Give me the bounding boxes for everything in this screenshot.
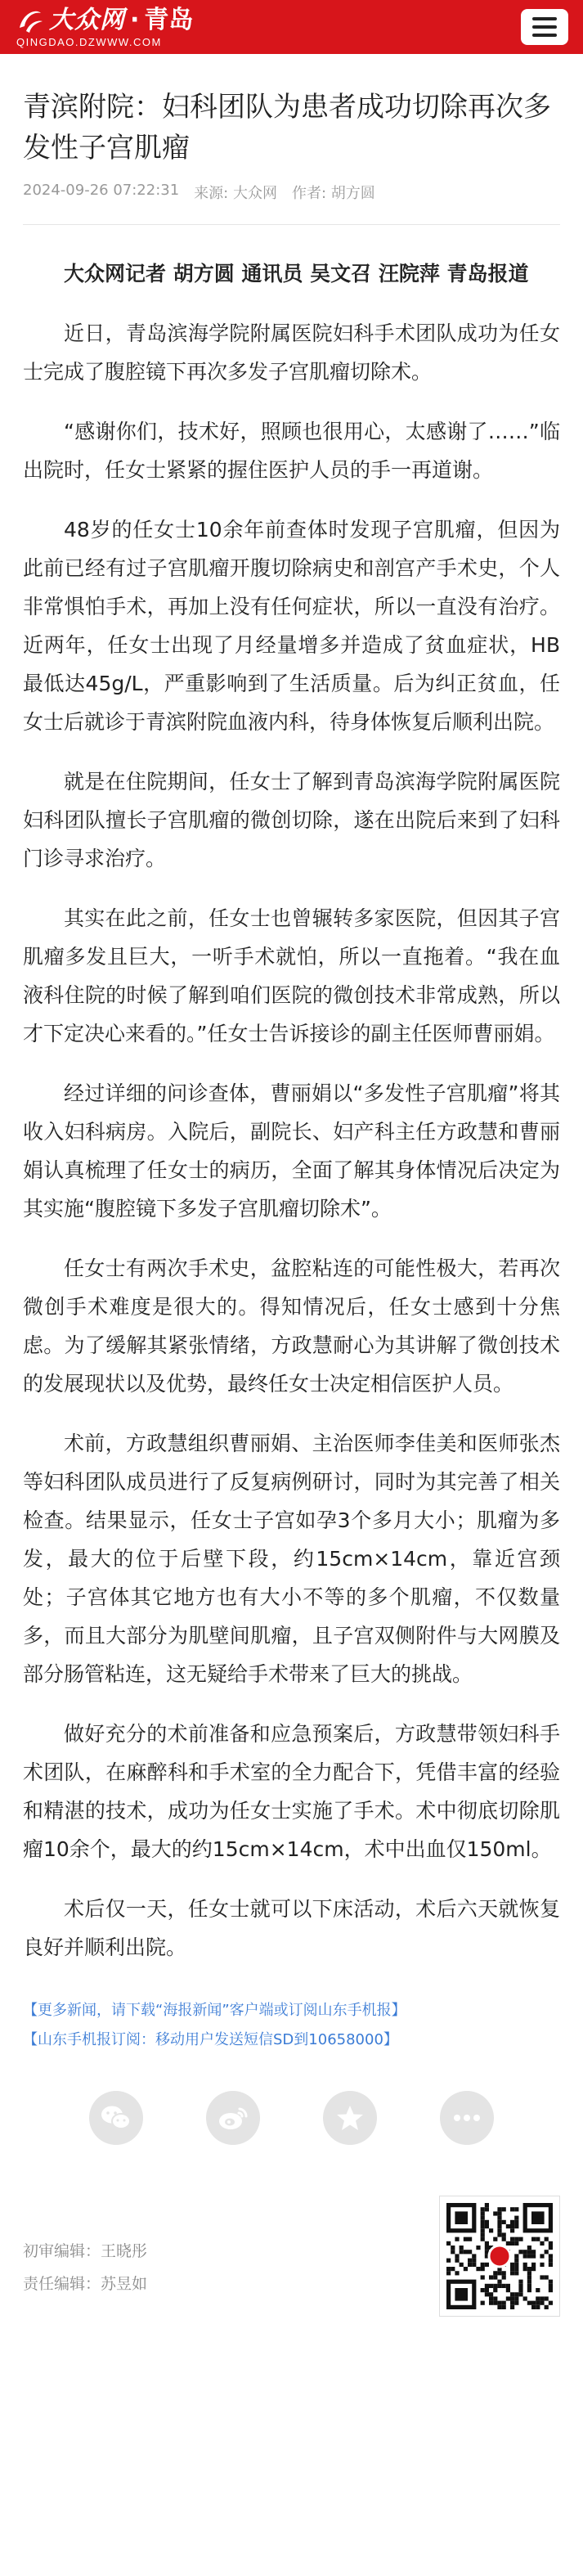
top-bar bbox=[0, 0, 583, 54]
paragraph: 做好充分的术前准备和应急预案后，方政慧带领妇科手术团队，在麻醉科和手术室的全力配合下，凭借丰富的经验和精湛的技术，成功为任女士实施了手术。术中彻底切除肌瘤10余个，最大的约15cm×14cm，术中出血仅150ml。 bbox=[23, 1722, 560, 1861]
sms-subscribe-link[interactable]: 【山东手机报订阅：移动用户发送短信SD到10658000】 bbox=[23, 2031, 398, 2048]
article-meta bbox=[23, 182, 560, 203]
article-body bbox=[0, 225, 583, 1967]
more-icon[interactable] bbox=[440, 2091, 494, 2145]
paragraph: 其实在此之前，任女士也曾辗转多家医院，但因其子宫肌瘤多发且巨大，一听手术就怕，所以一直拖着。“我在血液科住院的时候了解到咱们医院的微创技术非常成熟，所以才下定决心来看的。”任女士告诉接诊的副主任医师曹丽娟。 bbox=[23, 906, 560, 1045]
share-bar bbox=[0, 2055, 583, 2145]
article-title: 青滨附院：妇科团队为患者成功切除再次多发性子宫肌瘤 bbox=[23, 91, 551, 164]
paragraph: 48岁的任女士10余年前查体时发现子宫肌瘤，但因为此前已经有过子宫肌瘤开腹切除病史和剖宫产手术史，个人非常惧怕手术，再加上没有任何症状，所以一直没有治疗。近两年，任女士出现了月经量增多并造成了贫血症状，HB最低达45g/L，严重影响到了生活质量。后为纠正贫血，任女士后就诊于青滨附院血液内科，待身体恢复后顺利出院。 bbox=[23, 518, 560, 734]
article-header bbox=[0, 54, 583, 225]
hamburger-icon bbox=[532, 17, 557, 20]
site-logo[interactable] bbox=[16, 7, 193, 48]
promo-links bbox=[0, 1988, 583, 2055]
menu-button[interactable] bbox=[521, 9, 568, 45]
paragraph: 近日，青岛滨海学院附属医院妇科手术团队成功为任女士完成了腹腔镜下再次多发子宫肌瘤切除术。 bbox=[23, 321, 560, 384]
logo-domain: QINGDAO.DZWWW.COM bbox=[16, 35, 162, 48]
paragraph: 术前，方政慧组织曹丽娟、主治医师李佳美和医师张杰等妇科团队成员进行了反复病例研讨，同时为其完善了相关检查。结果显示，任女士子宫如孕3个多月大小；肌瘤为多发，最大的位于后壁下段，约15cm×14cm，靠近宫颈处；子宫体其它地方也有大小不等的多个肌瘤，不仅数量多，而且大部分为肌壁间肌瘤，且子宫双侧附件与大网膜及部分肠管粘连，这无疑给手术带来了巨大的挑战。 bbox=[23, 1432, 560, 1686]
paragraph: 任女士有两次手术史，盆腔粘连的可能性极大，若再次微创手术难度是很大的。得知情况后，任女士感到十分焦虑。为了缓解其紧张情绪，方政慧耐心为其讲解了微创技术的发展现状以及优势，最终任女士决定相信医护人员。 bbox=[23, 1257, 560, 1396]
paragraph: 经过详细的问诊查体，曹丽娟以“多发性子宫肌瘤”将其收入妇科病房。入院后，副院长、妇产科主任方政慧和曹丽娟认真梳理了任女士的病历，全面了解其身体情况后决定为其实施“腹腔镜下多发子宫肌瘤切除术”。 bbox=[23, 1081, 560, 1221]
logo-title: 大众网 bbox=[49, 5, 125, 34]
article-source: 来源: 大众网 bbox=[194, 185, 277, 202]
paragraph: “感谢你们，技术好，照顾也很用心，太感谢了……”临出院时，任女士紧紧的握住医护人员的手一再道谢。 bbox=[23, 420, 560, 482]
app-download-link[interactable]: 【更多新闻，请下载“海报新闻”客户端或订阅山东手机报】 bbox=[23, 2002, 406, 2019]
article-byline: 大众网记者 胡方圆 通讯员 吴文召 汪院萍 青岛报道 bbox=[64, 262, 529, 285]
paragraph: 就是在住院期间，任女士了解到青岛滨海学院附属医院妇科团队擅长子宫肌瘤的微创切除，遂在出院后来到了妇科门诊寻求治疗。 bbox=[23, 770, 560, 870]
qr-code bbox=[439, 2196, 560, 2317]
weibo-icon[interactable] bbox=[206, 2091, 260, 2145]
article-author: 作者: 胡方圆 bbox=[291, 185, 375, 202]
editor-list bbox=[23, 2235, 147, 2317]
logo-city: 青岛 bbox=[144, 5, 194, 34]
editor-info bbox=[0, 2145, 583, 2317]
qzone-icon[interactable] bbox=[323, 2091, 377, 2145]
logo-separator: · bbox=[130, 5, 140, 34]
wechat-icon[interactable] bbox=[89, 2091, 143, 2145]
logo-swirl-icon bbox=[16, 7, 44, 34]
paragraph: 术后仅一天，任女士就可以下床活动，术后六天就恢复良好并顺利出院。 bbox=[23, 1897, 560, 1959]
chief-editor: 责任编辑：苏昱如 bbox=[23, 2275, 148, 2293]
publish-date: 2024-09-26 07:22:31 bbox=[23, 182, 180, 199]
first-editor: 初审编辑：王晓彤 bbox=[23, 2242, 148, 2260]
